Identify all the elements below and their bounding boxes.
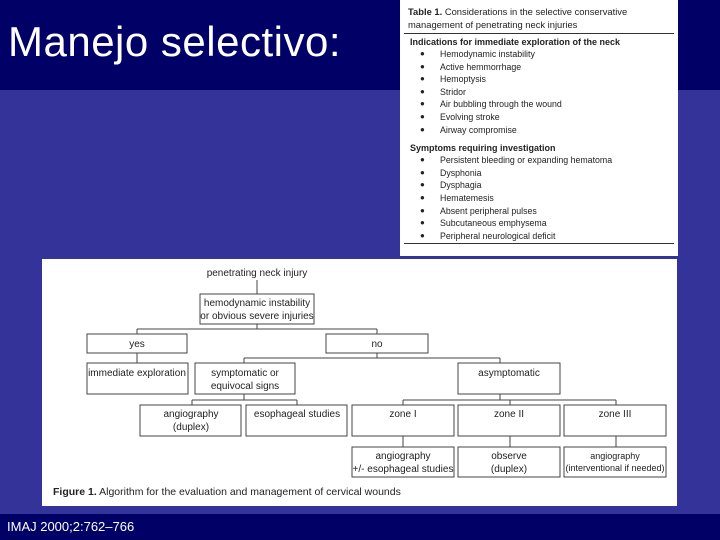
table-caption-label: Table 1. (408, 6, 443, 17)
svg-text:(duplex): (duplex) (490, 464, 528, 475)
figure-panel (42, 259, 677, 506)
svg-text:zone II: zone II (493, 409, 525, 420)
node-root: penetrating neck injury (206, 268, 308, 279)
node-zone-2-outcome (458, 447, 560, 477)
svg-text:(interventional if needed): (interventional if needed) (565, 463, 665, 473)
svg-text:hemodynamic instability: hemodynamic instability (203, 298, 311, 309)
footer-band (0, 514, 720, 540)
node-asymptomatic (458, 363, 560, 394)
list-item: ● Peripheral neurological deficit (420, 230, 556, 241)
flowchart (42, 259, 677, 506)
list-item: ● Hematemesis (420, 192, 494, 203)
node-angiography-duplex (140, 405, 241, 436)
node-zone-1 (352, 405, 454, 436)
node-immediate-exploration (87, 363, 188, 394)
node-zone-3 (564, 405, 666, 436)
figure-caption-text: Algorithm for the evaluation and management of cervical wounds (96, 486, 401, 498)
svg-text:symptomatic or: symptomatic or (211, 368, 279, 379)
node-zone-2 (458, 405, 560, 436)
list-item: ● Subcutaneous emphysema (420, 218, 547, 229)
list-item: ● Airway compromise (420, 124, 517, 135)
bullet-icon: ● (420, 99, 425, 109)
table-rule-bottom (404, 243, 674, 244)
section-heading: Symptoms requiring investigation (410, 143, 556, 154)
table-caption (404, 5, 674, 31)
slide-title: Manejo selectivo: (8, 18, 341, 65)
node-symptomatic (195, 363, 295, 394)
svg-text:angiography: angiography (163, 409, 219, 420)
footer-citation: IMAJ 2000;2:762–766 (7, 519, 135, 534)
bullet-icon: ● (420, 111, 425, 121)
svg-text:esophageal studies: esophageal studies (253, 409, 341, 420)
svg-text:angiography: angiography (375, 451, 431, 462)
bullet-icon: ● (420, 49, 425, 58)
svg-text:asymptomatic: asymptomatic (478, 368, 540, 379)
list-item: ● Active hemmorrhage (420, 61, 522, 72)
svg-text:equivocal signs: equivocal signs (210, 381, 280, 392)
bullet-icon: ● (420, 192, 425, 202)
bullet-icon: ● (420, 180, 425, 190)
bullet-icon: ● (420, 61, 425, 71)
svg-text:no: no (371, 339, 383, 350)
list-item: ● Evolving stroke (420, 111, 500, 122)
list-item: ● Air bubbling through the wound (420, 99, 562, 110)
list-item: ● Dysphonia (420, 167, 482, 178)
svg-text:zone III: zone III (598, 409, 632, 420)
bullet-icon: ● (420, 167, 425, 177)
svg-text:observe: observe (491, 451, 527, 462)
bullet-icon: ● (420, 205, 425, 215)
svg-text:+/- esophageal studies: +/- esophageal studies (352, 464, 454, 475)
list-item: ● Hemodynamic instability (420, 49, 535, 59)
node-esophageal-studies (246, 405, 347, 436)
figure-caption-label: Figure 1. (53, 486, 97, 498)
svg-text:immediate exploration: immediate exploration (88, 368, 186, 379)
node-no (326, 334, 428, 353)
list-item: ● Stridor (420, 86, 466, 97)
list-item: ● Persistent bleeding or expanding hematoma (420, 155, 613, 166)
figure-caption (53, 486, 401, 498)
section-heading: Indications for immediate exploration of the neck (410, 37, 621, 47)
indications-list (404, 48, 674, 136)
node-hemodynamic (200, 294, 314, 324)
table-section-symptoms (404, 140, 674, 242)
node-zone-3-outcome (564, 447, 666, 477)
bullet-icon: ● (420, 124, 425, 134)
svg-text:angiography: angiography (590, 451, 640, 461)
table-caption-text: Considerations in the selective conservative management of penetrating neck injuries (408, 6, 628, 30)
table-panel (400, 0, 678, 256)
list-item: ● Dysphagia (420, 180, 482, 191)
list-item: ● Hemoptysis (420, 74, 486, 85)
bullet-icon: ● (420, 218, 425, 228)
svg-text:yes: yes (129, 339, 145, 350)
bullet-icon: ● (420, 230, 425, 240)
node-yes (87, 334, 187, 353)
list-item: ● Absent peripheral pulses (420, 205, 537, 216)
table-section-indications (404, 34, 674, 136)
bullet-icon: ● (420, 74, 425, 84)
node-zone-1-outcome (352, 447, 454, 477)
bullet-icon: ● (420, 155, 425, 165)
symptoms-list (404, 154, 674, 242)
bullet-icon: ● (420, 86, 425, 96)
svg-text:zone I: zone I (389, 409, 417, 420)
svg-text:or obvious severe injuries: or obvious severe injuries (200, 311, 314, 322)
svg-text:(duplex): (duplex) (172, 422, 210, 433)
